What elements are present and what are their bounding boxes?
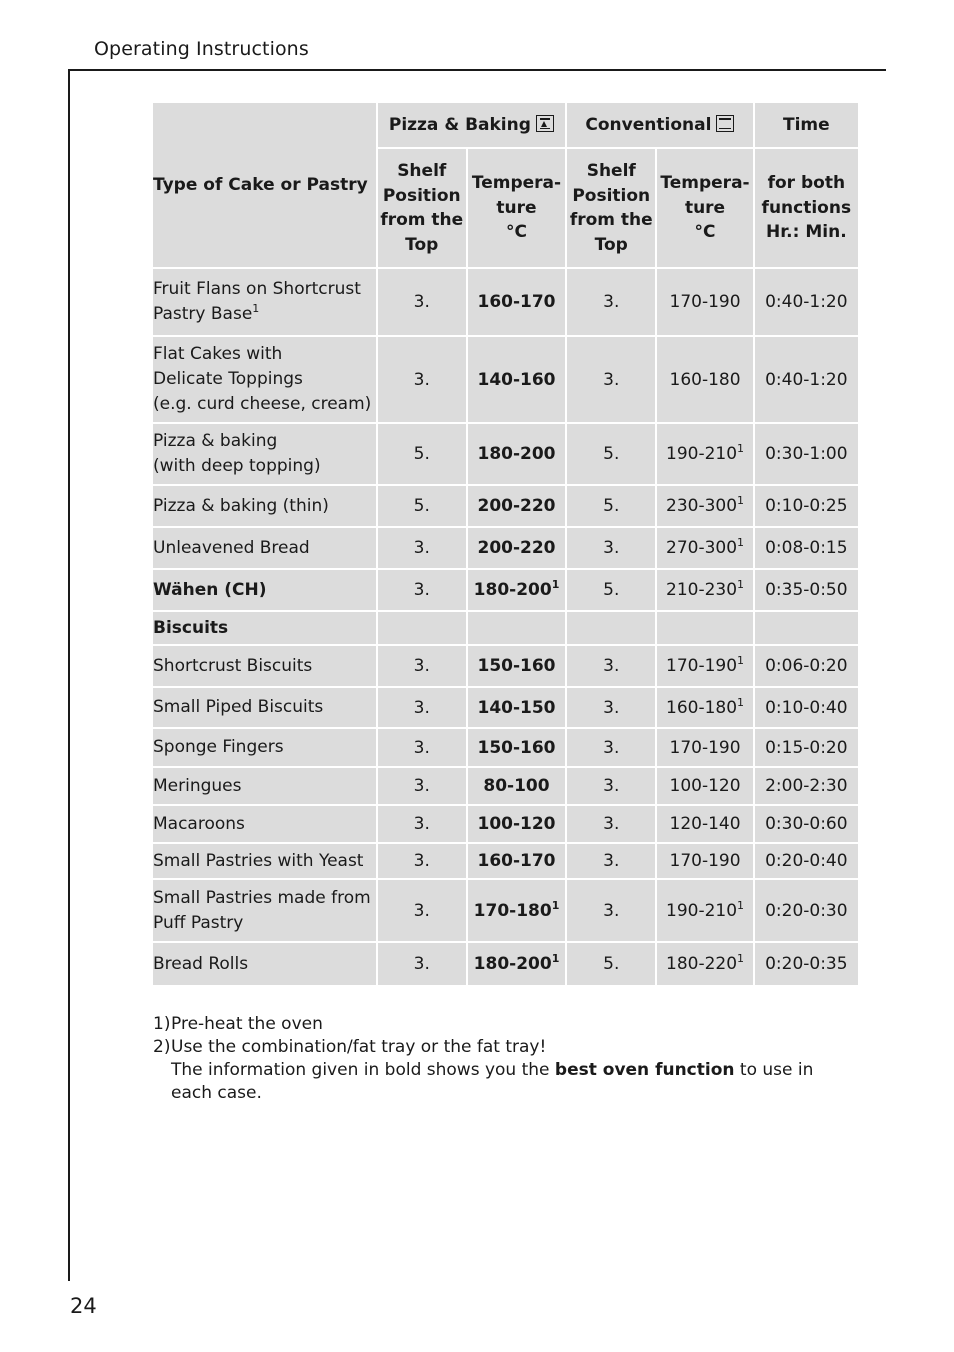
cell-type: Meringues (153, 768, 376, 804)
cell-pizza-shelf: 3. (378, 570, 466, 610)
table-row (153, 570, 858, 610)
cell-conv-temp: $190-210^1$ (657, 424, 752, 484)
cell-pizza-temp: 200-220 (468, 528, 565, 568)
cell-pizza-shelf: 5. (378, 424, 466, 484)
cell-conv-shelf (567, 612, 655, 644)
cell-conv-shelf: 5. (567, 424, 655, 484)
table-row (153, 943, 858, 985)
table-row (153, 844, 858, 878)
table-row (153, 688, 858, 727)
cell-conv-shelf: 3. (567, 880, 655, 941)
cell-conv-shelf: 3. (567, 646, 655, 686)
cell-pizza-shelf (378, 612, 466, 644)
cell-conv-shelf: 5. (567, 570, 655, 610)
cell-conv-temp: 170-190 (657, 844, 752, 878)
cell-pizza-shelf: 3. (378, 768, 466, 804)
cell-conv-temp: 170-190 (657, 269, 752, 335)
cell-type: Pizza & baking (thin) (153, 486, 376, 526)
header-pizza-temp: Tempera- ture °C (468, 149, 565, 267)
header-rule (68, 69, 886, 71)
cell-time: 0:40-1:20 (755, 269, 858, 335)
cell-conv-temp (657, 612, 752, 644)
cell-time: 0:20-0:35 (755, 943, 858, 985)
cell-pizza-temp: 160-170 (468, 269, 565, 335)
table-row (153, 269, 858, 335)
cell-time: 0:40-1:20 (755, 337, 858, 422)
header-pizza-baking: Pizza & Baking (378, 103, 566, 147)
cell-time (755, 612, 858, 644)
cell-type: Unleavened Bread (153, 528, 376, 568)
cell-time: 0:35-0:50 (755, 570, 858, 610)
cell-conv-shelf: 3. (567, 844, 655, 878)
cell-time: 0:20-0:30 (755, 880, 858, 941)
cell-conv-shelf: 5. (567, 943, 655, 985)
cell-pizza-shelf: 3. (378, 269, 466, 335)
cell-pizza-temp: 140-150 (468, 688, 565, 727)
cell-pizza-temp (468, 612, 565, 644)
cell-pizza-shelf: 3. (378, 528, 466, 568)
cell-conv-shelf: 3. (567, 806, 655, 842)
table-row (153, 424, 858, 484)
cell-pizza-temp: $170-180^1$ (468, 880, 565, 941)
cell-conv-shelf: 5. (567, 486, 655, 526)
cell-conv-temp: $170-190^1$ (657, 646, 752, 686)
cell-type: Sponge Fingers (153, 729, 376, 766)
baking-table (151, 101, 860, 987)
header-type: Type of Cake or Pastry (153, 103, 376, 267)
pizza-baking-icon (536, 115, 554, 132)
table-row (153, 528, 858, 568)
cell-pizza-shelf: 3. (378, 880, 466, 941)
cell-conv-temp: $210-230^1$ (657, 570, 752, 610)
header-time: Time (755, 103, 858, 147)
table-row (153, 646, 858, 686)
bold-info-note: The information given in bold shows you the best oven function to use in each case. (171, 1060, 814, 1103)
footnotes (153, 1013, 843, 1105)
cell-pizza-temp: $180-200^1$ (468, 943, 565, 985)
cell-conv-temp: $180-220^1$ (657, 943, 752, 985)
cell-pizza-shelf: 3. (378, 943, 466, 985)
cell-type: Small Pastries made from Puff Pastry (153, 880, 376, 941)
cell-pizza-shelf: 3. (378, 729, 466, 766)
cell-time: 0:30-1:00 (755, 424, 858, 484)
cell-conv-shelf: 3. (567, 729, 655, 766)
table-row (153, 729, 858, 766)
cell-time: 2:00-2:30 (755, 768, 858, 804)
cell-conv-shelf: 3. (567, 768, 655, 804)
running-head: Operating Instructions (94, 38, 309, 60)
cell-pizza-temp: 140-160 (468, 337, 565, 422)
cell-type: Macaroons (153, 806, 376, 842)
section-row (153, 612, 858, 644)
cell-type: Biscuits (153, 612, 376, 644)
table-row (153, 806, 858, 842)
cell-type: Bread Rolls (153, 943, 376, 985)
table-row (153, 768, 858, 804)
cell-type: Small Piped Biscuits (153, 688, 376, 727)
conventional-icon (716, 115, 734, 132)
cell-pizza-shelf: 5. (378, 486, 466, 526)
cell-conv-temp: $190-210^1$ (657, 880, 752, 941)
cell-time: 0:06-0:20 (755, 646, 858, 686)
cell-type: Shortcrust Biscuits (153, 646, 376, 686)
cell-conv-shelf: 3. (567, 528, 655, 568)
margin-rule (68, 69, 70, 1281)
cell-pizza-temp: 180-200 (468, 424, 565, 484)
cell-time: 0:30-0:60 (755, 806, 858, 842)
cell-pizza-shelf: 3. (378, 337, 466, 422)
cell-type: Fruit Flans on Shortcrust Pastry Base$^1$ (153, 269, 376, 335)
cell-conv-shelf: 3. (567, 688, 655, 727)
footnote-2: 2) Use the combination/fat tray or the fat tray! (153, 1037, 547, 1057)
cell-type: Flat Cakes with Delicate Toppings (e.g. curd cheese, cream) (153, 337, 376, 422)
cell-pizza-temp: 160-170 (468, 844, 565, 878)
page-number: 24 (70, 1294, 97, 1318)
header-time-sub: for both functions Hr.: Min. (755, 149, 858, 267)
cell-type: Pizza & baking (with deep topping) (153, 424, 376, 484)
cell-conv-temp: $270-300^1$ (657, 528, 752, 568)
cell-conv-shelf: 3. (567, 269, 655, 335)
table-row (153, 337, 858, 422)
table-row (153, 486, 858, 526)
cell-pizza-temp: $180-200^1$ (468, 570, 565, 610)
cell-pizza-temp: 150-160 (468, 729, 565, 766)
header-conv-temp: Tempera- ture °C (657, 149, 752, 267)
cell-conv-shelf: 3. (567, 337, 655, 422)
cell-type: Wähen (CH) (153, 570, 376, 610)
cell-pizza-shelf: 3. (378, 844, 466, 878)
cell-time: 0:20-0:40 (755, 844, 858, 878)
cell-pizza-shelf: 3. (378, 806, 466, 842)
cell-conv-temp: 170-190 (657, 729, 752, 766)
cell-conv-temp: 100-120 (657, 768, 752, 804)
footnote-1: 1) Pre-heat the oven (153, 1014, 323, 1034)
cell-time: 0:10-0:25 (755, 486, 858, 526)
cell-type: Small Pastries with Yeast (153, 844, 376, 878)
header-pizza-shelf: Shelf Position from the Top (378, 149, 466, 267)
cell-conv-temp: $230-300^1$ (657, 486, 752, 526)
cell-pizza-temp: 100-120 (468, 806, 565, 842)
cell-time: 0:10-0:40 (755, 688, 858, 727)
cell-pizza-shelf: 3. (378, 646, 466, 686)
cell-pizza-temp: 200-220 (468, 486, 565, 526)
cell-pizza-shelf: 3. (378, 688, 466, 727)
cell-conv-temp: 120-140 (657, 806, 752, 842)
cell-time: 0:15-0:20 (755, 729, 858, 766)
cell-pizza-temp: 80-100 (468, 768, 565, 804)
header-conv-shelf: Shelf Position from the Top (567, 149, 655, 267)
header-conventional: Conventional (567, 103, 753, 147)
cell-pizza-temp: 150-160 (468, 646, 565, 686)
cell-conv-temp: $160-180^1$ (657, 688, 752, 727)
table-row (153, 880, 858, 941)
cell-time: 0:08-0:15 (755, 528, 858, 568)
cell-conv-temp: 160-180 (657, 337, 752, 422)
